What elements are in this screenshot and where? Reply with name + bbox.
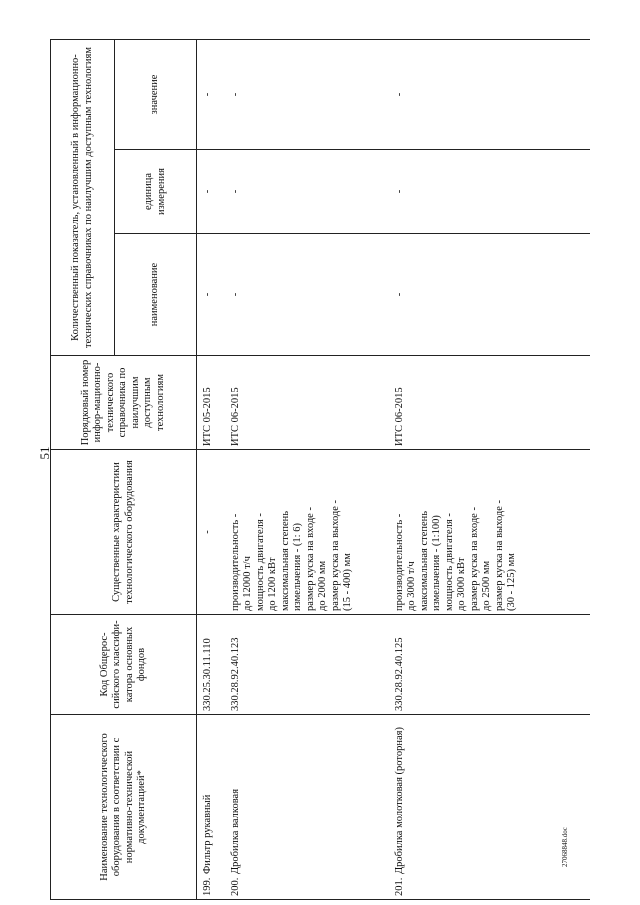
its-number: ИТС 06-2015 (225, 356, 389, 450)
feature-line: до 3000 кВт (456, 557, 467, 611)
row-number: 199. (202, 877, 213, 896)
feature-line: производительность - (393, 513, 405, 611)
feature-line: размер куска на выходе - (329, 499, 341, 611)
feature-line: производительность - (229, 513, 241, 611)
header-indicator-value: значение (115, 39, 197, 149)
document-id: 27068848.doc (561, 827, 569, 867)
indicator-value: - (225, 39, 389, 149)
okof-code: 330.25.30.11.110 (197, 615, 225, 715)
feature-line: размер куска на выходе - (493, 499, 505, 611)
indicator-unit: - (197, 150, 225, 234)
feature-line: размер куска на входе - (468, 507, 480, 611)
okof-code: 330.28.92.40.125 (389, 615, 591, 715)
feature-line: измельчения - (1: 6) (292, 523, 303, 611)
characteristics-cell (225, 450, 389, 615)
equipment-table-container (50, 40, 590, 900)
feature-line: до 1200 кВт (267, 557, 278, 611)
feature-line: - (202, 530, 213, 534)
feature-line: до 12000 т/ч (242, 556, 253, 611)
equipment-name: Дробилка валковая (229, 788, 241, 874)
indicator-unit: - (225, 150, 389, 234)
equipment-name-cell (225, 715, 389, 900)
equipment-table (50, 39, 590, 900)
header-its-number: Порядковый номер инфор-мационно-технического справочника по наилучшим доступным технологиям (51, 356, 197, 450)
table-row (389, 39, 591, 899)
header-characteristics: Существенные характеристики технологического оборудования (51, 450, 197, 615)
characteristics-cell (197, 450, 225, 615)
indicator-name: - (225, 234, 389, 356)
feature-line: (15 - 400) мм (342, 553, 353, 611)
indicator-unit: - (389, 150, 591, 234)
header-indicator-group: Количественный показатель, установленный в информационно-технических справочниках по наилучшим доступным технологиям (51, 39, 115, 355)
row-number: 201. (393, 877, 405, 896)
feature-line: до 2000 мм (317, 560, 328, 611)
okof-code: 330.28.92.40.123 (225, 615, 389, 715)
feature-line: максимальная степень (279, 510, 291, 611)
table-row (197, 39, 225, 899)
header-indicator-name: наименование (115, 234, 197, 356)
feature-line: размер куска на входе - (304, 507, 316, 611)
header-okof-code: Код Общерос-сийского классифи-катора основных фондов (51, 615, 197, 715)
header-equipment-name: Наименование технологического оборудования в соответствии с нормативно-технической документацией* (51, 715, 197, 900)
feature-line: (30 - 125) мм (506, 553, 517, 611)
its-number: ИТС 05-2015 (197, 356, 225, 450)
indicator-name: - (389, 234, 591, 356)
feature-line: максимальная степень (418, 510, 430, 611)
feature-line: до 3000 т/ч (406, 561, 417, 611)
its-number: ИТС 06-2015 (389, 356, 591, 450)
equipment-name: Фильтр рукавный (202, 794, 213, 874)
equipment-name: Дробилка молотковая (роторная) (393, 727, 405, 874)
feature-line: до 2500 мм (481, 560, 492, 611)
indicator-value: - (389, 39, 591, 149)
row-number: 200. (229, 877, 241, 896)
table-row (225, 39, 389, 899)
feature-line: мощность двигателя - (254, 513, 266, 611)
indicator-name: - (197, 234, 225, 356)
characteristics-cell (389, 450, 591, 615)
page-number: 51 (37, 446, 52, 460)
feature-line: измельчения - (1:100) (431, 515, 442, 611)
equipment-name-cell (197, 715, 225, 900)
indicator-value: - (197, 39, 225, 149)
header-indicator-unit: единица измерения (115, 150, 197, 234)
feature-line: мощность двигателя - (443, 513, 455, 611)
